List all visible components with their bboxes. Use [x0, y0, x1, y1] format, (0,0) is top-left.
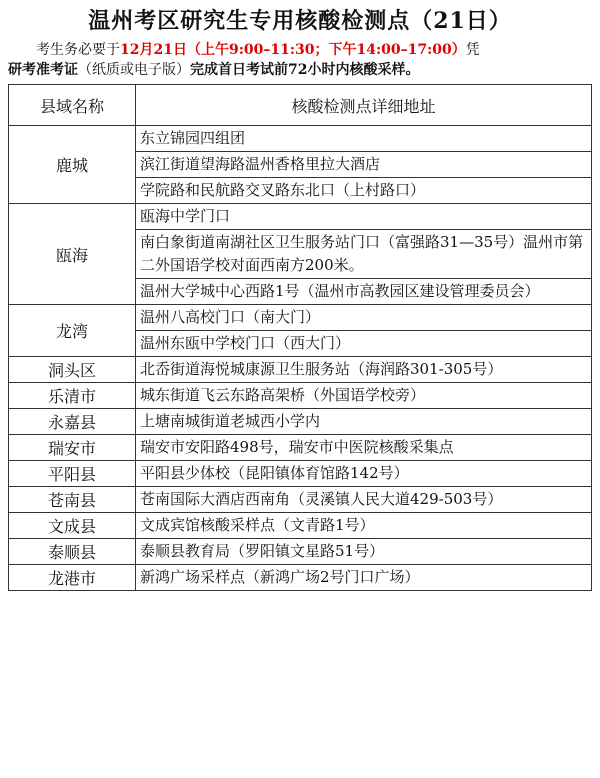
notice-line-2: [8, 60, 592, 80]
notice-paragraph: [8, 40, 592, 80]
county-cell: 乐清市: [9, 383, 136, 409]
notice-middle: （纸质或电子版）: [78, 62, 190, 78]
address-line: 东立锦园四组团: [140, 129, 246, 147]
address-line: 温州东瓯中学校门口（西大门）: [136, 330, 591, 356]
table-row: [9, 539, 592, 565]
address-line: 平阳县少体校（昆阳镇体育馆路142号）: [140, 464, 409, 482]
address-cell: [136, 409, 592, 435]
address-line: 温州大学城中心西路1号（温州市高教园区建设管理委员会）: [136, 278, 591, 304]
notice-prefix: 考生务必要于: [36, 42, 120, 58]
address-cell: [136, 126, 592, 204]
address-line: 南白象街道南湖社区卫生服务站门口（富强路31—35号）温州市第二外国语学校对面西南方200米。: [136, 229, 591, 278]
header-county: 县域名称: [9, 85, 136, 126]
county-cell: 苍南县: [9, 487, 136, 513]
address-cell: [136, 204, 592, 305]
address-line: 上塘南城街道老城西小学内: [140, 412, 321, 430]
table-body: [9, 126, 592, 591]
table-row: [9, 383, 592, 409]
address-cell: [136, 513, 592, 539]
address-line: 瑞安市安阳路498号，瑞安市中医院核酸采集点: [140, 438, 454, 456]
county-cell: 永嘉县: [9, 409, 136, 435]
county-cell: 鹿城: [9, 126, 136, 204]
county-cell: 文成县: [9, 513, 136, 539]
table-row: [9, 461, 592, 487]
table-row: [9, 357, 592, 383]
address-cell: [136, 487, 592, 513]
county-cell: 瑞安市: [9, 435, 136, 461]
county-cell: 龙港市: [9, 565, 136, 591]
table-header-row: [9, 85, 592, 126]
notice-suffix: 凭: [465, 42, 480, 58]
address-line: 城东街道飞云东路高架桥（外国语学校旁）: [140, 386, 426, 404]
address-cell: [136, 539, 592, 565]
address-line: 文成宾馆核酸采样点（文青路1号）: [140, 516, 375, 534]
county-cell: 洞头区: [9, 357, 136, 383]
address-cell: [136, 435, 592, 461]
county-cell: 平阳县: [9, 461, 136, 487]
county-cell: 瓯海: [9, 204, 136, 305]
county-cell: 龙湾: [9, 305, 136, 357]
address-cell: [136, 357, 592, 383]
table-row: [9, 305, 592, 357]
notice-requirement: 完成首日考试前72小时内核酸采样。: [190, 62, 420, 78]
table-row: [9, 126, 592, 204]
address-line: 泰顺县教育局（罗阳镇文星路51号）: [140, 542, 385, 560]
address-line: 瓯海中学门口: [140, 207, 231, 225]
notice-date-time: 12月21日（上午9:00–11:30；下午14:00–17:00）: [120, 42, 466, 58]
table-row: [9, 204, 592, 305]
address-line: 新鸿广场采样点（新鸿广场2号门口广场）: [140, 568, 420, 586]
header-address: 核酸检测点详细地址: [136, 85, 592, 126]
address-cell: [136, 565, 592, 591]
address-cell: [136, 461, 592, 487]
address-line: 学院路和民航路交叉路东北口（上村路口）: [136, 177, 591, 203]
address-line: 北岙街道海悦城康源卫生服务站（海润路301-305号）: [140, 360, 503, 378]
notice-line-1: [8, 40, 592, 60]
address-line: 温州八高校门口（南大门）: [140, 308, 321, 326]
address-line: 滨江街道望海路温州香格里拉大酒店: [136, 151, 591, 177]
table-row: [9, 409, 592, 435]
address-line: 苍南国际大酒店西南角（灵溪镇人民大道429-503号）: [140, 490, 503, 508]
table-row: [9, 487, 592, 513]
address-cell: [136, 383, 592, 409]
table-row: [9, 513, 592, 539]
page-title: 温州考区研究生专用核酸检测点（21日）: [88, 8, 512, 34]
county-cell: 泰顺县: [9, 539, 136, 565]
address-cell: [136, 305, 592, 357]
table-row: [9, 435, 592, 461]
testing-sites-table: [8, 84, 592, 591]
notice-admission-ticket: 研考准考证: [8, 62, 78, 78]
table-row: [9, 565, 592, 591]
